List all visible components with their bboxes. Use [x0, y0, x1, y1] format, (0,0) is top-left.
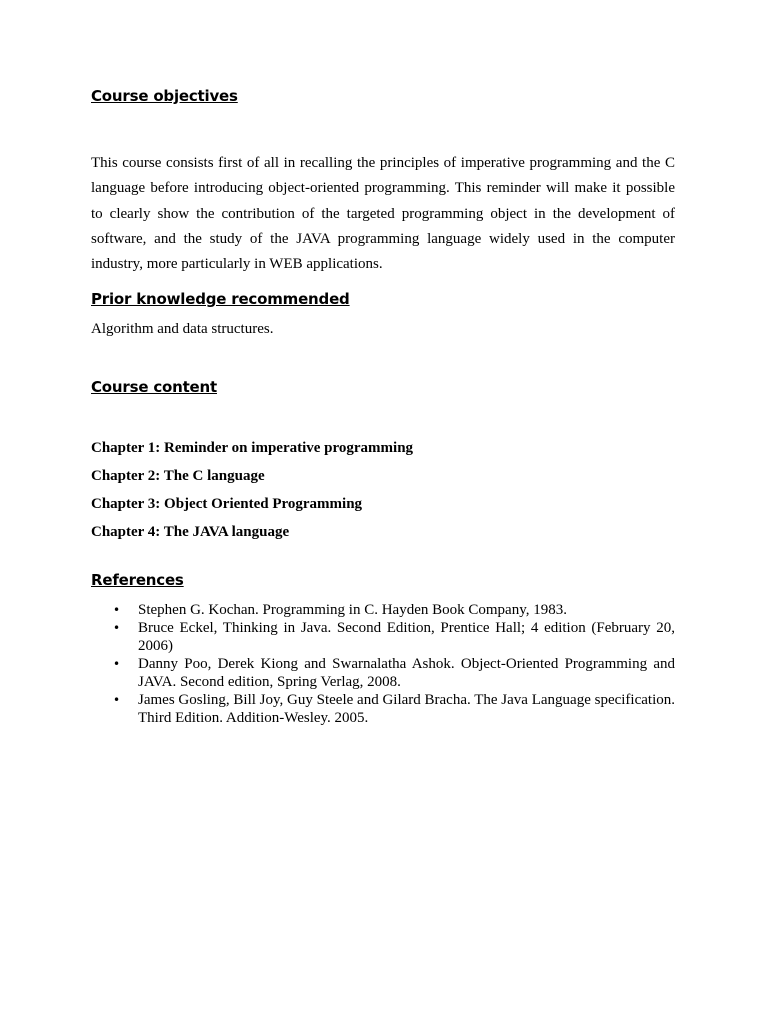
prior-knowledge-text: Algorithm and data structures. — [91, 321, 274, 337]
references-heading: References — [91, 571, 184, 589]
bullet-icon: • — [113, 693, 121, 707]
reference-text: Stephen G. Kochan. Programming in C. Hayden Book Company, 1983. — [138, 602, 567, 618]
reference-text: Danny Poo, Derek Kiong and Swarnalatha Ashok. Object-Oriented Programming and JAVA. Second edition, Spring Verlag, 2008. — [138, 656, 675, 690]
prior-knowledge-heading: Prior knowledge recommended — [91, 290, 350, 308]
reference-item — [91, 601, 675, 619]
reference-item — [91, 619, 675, 655]
course-content-heading: Course content — [91, 378, 217, 396]
chapter-3: Chapter 3: Object Oriented Programming — [91, 496, 363, 512]
reference-list — [91, 601, 675, 727]
chapter-1: Chapter 1: Reminder on imperative programming — [91, 440, 414, 456]
chapter-list — [91, 438, 413, 550]
bullet-icon: • — [113, 603, 121, 617]
reference-item — [91, 691, 675, 727]
reference-text: James Gosling, Bill Joy, Guy Steele and Gilard Bracha. The Java Language specification. Third Edition. Addition-Wesley. 2005. — [138, 692, 675, 726]
chapter-4: Chapter 4: The JAVA language — [91, 524, 290, 540]
bullet-icon: • — [113, 621, 121, 635]
bullet-icon: • — [113, 657, 121, 671]
reference-item — [91, 655, 675, 691]
course-objectives-paragraph: This course consists first of all in recalling the principles of imperative programming and the C language before introducing object-oriented programming. This reminder will make it possible to clearly show the contribution of the targeted programming object in the development of software, and the study of the JAVA programming language widely used in the computer industry, more particularly in WEB applications. — [91, 155, 675, 273]
course-objectives-heading: Course objectives — [91, 87, 238, 105]
reference-text: Bruce Eckel, Thinking in Java. Second Edition, Prentice Hall; 4 edition (February 20, 2006) — [138, 620, 675, 654]
chapter-2: Chapter 2: The C language — [91, 468, 265, 484]
